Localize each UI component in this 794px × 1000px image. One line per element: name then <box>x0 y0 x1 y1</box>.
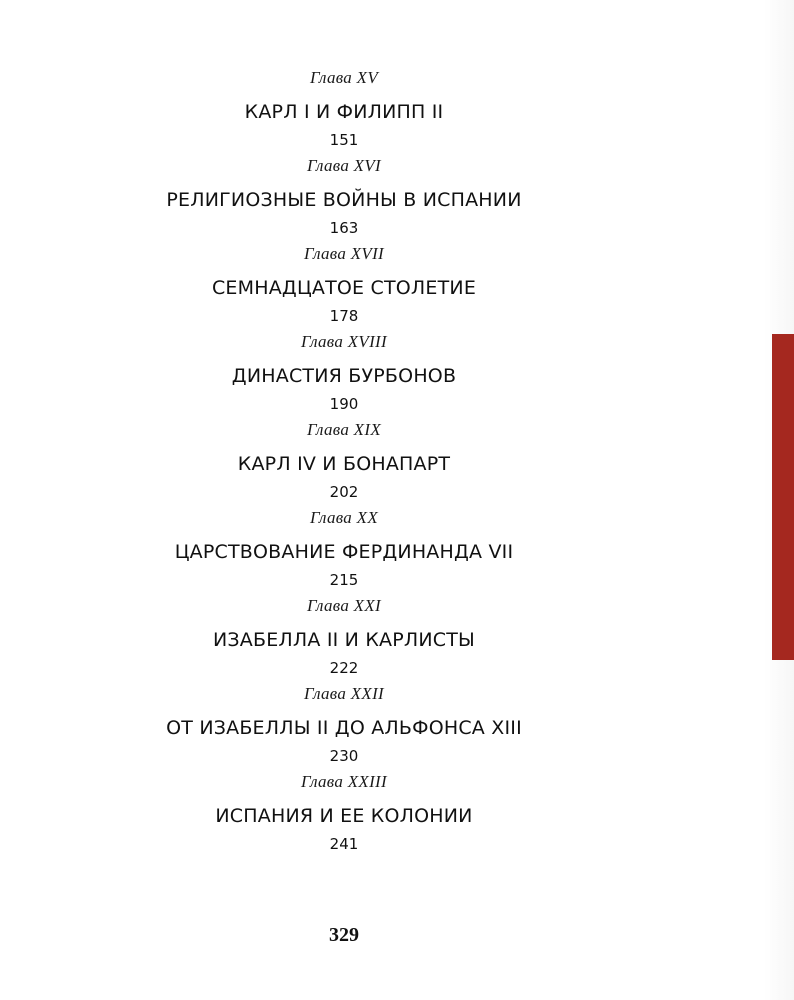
toc-entry <box>0 156 688 244</box>
table-of-contents <box>0 68 688 860</box>
toc-entry <box>0 508 688 596</box>
chapter-page-number: 241 <box>329 835 359 853</box>
toc-entry <box>0 332 688 420</box>
chapter-label: Глава XXIII <box>301 772 387 791</box>
chapter-title: ОТ ИЗАБЕЛЛЫ II ДО АЛЬФОНСА XIII <box>166 717 522 739</box>
toc-entry <box>0 68 688 156</box>
toc-entry <box>0 684 688 772</box>
chapter-label: Глава XX <box>309 508 379 527</box>
chapter-page-number: 190 <box>329 395 359 413</box>
chapter-title: ЦАРСТВОВАНИЕ ФЕРДИНАНДА VII <box>174 541 514 563</box>
chapter-page-number: 230 <box>329 747 359 765</box>
chapter-label: Глава XV <box>309 68 379 87</box>
chapter-page-number: 178 <box>329 307 359 325</box>
chapter-label: Глава XVII <box>304 244 384 263</box>
chapter-title: ДИНАСТИЯ БУРБОНОВ <box>231 365 457 387</box>
chapter-page-number: 163 <box>329 219 359 237</box>
chapter-label: Глава XIX <box>306 420 382 439</box>
chapter-title: КАРЛ I И ФИЛИПП II <box>244 101 444 123</box>
page-number: 329 <box>329 924 359 946</box>
toc-entry <box>0 244 688 332</box>
chapter-label: Глава XVIII <box>301 332 387 351</box>
chapter-page-number: 151 <box>329 131 359 149</box>
chapter-page-number: 215 <box>329 571 359 589</box>
chapter-page-number: 222 <box>329 659 359 677</box>
chapter-title: СЕМНАДЦАТОЕ СТОЛЕТИЕ <box>211 277 477 299</box>
chapter-label: Глава XXII <box>304 684 384 703</box>
chapter-title: КАРЛ IV И БОНАПАРТ <box>237 453 451 475</box>
toc-entry <box>0 420 688 508</box>
red-bookmark-tab <box>772 334 794 660</box>
chapter-title: ИСПАНИЯ И ЕЕ КОЛОНИИ <box>215 805 473 827</box>
chapter-label: Глава XVI <box>306 156 382 175</box>
toc-entry <box>0 596 688 684</box>
chapter-page-number: 202 <box>329 483 359 501</box>
toc-entry <box>0 772 688 860</box>
chapter-label: Глава XXI <box>306 596 382 615</box>
chapter-title: ИЗАБЕЛЛА II И КАРЛИСТЫ <box>212 629 476 651</box>
chapter-title: РЕЛИГИОЗНЫЕ ВОЙНЫ В ИСПАНИИ <box>166 189 522 211</box>
